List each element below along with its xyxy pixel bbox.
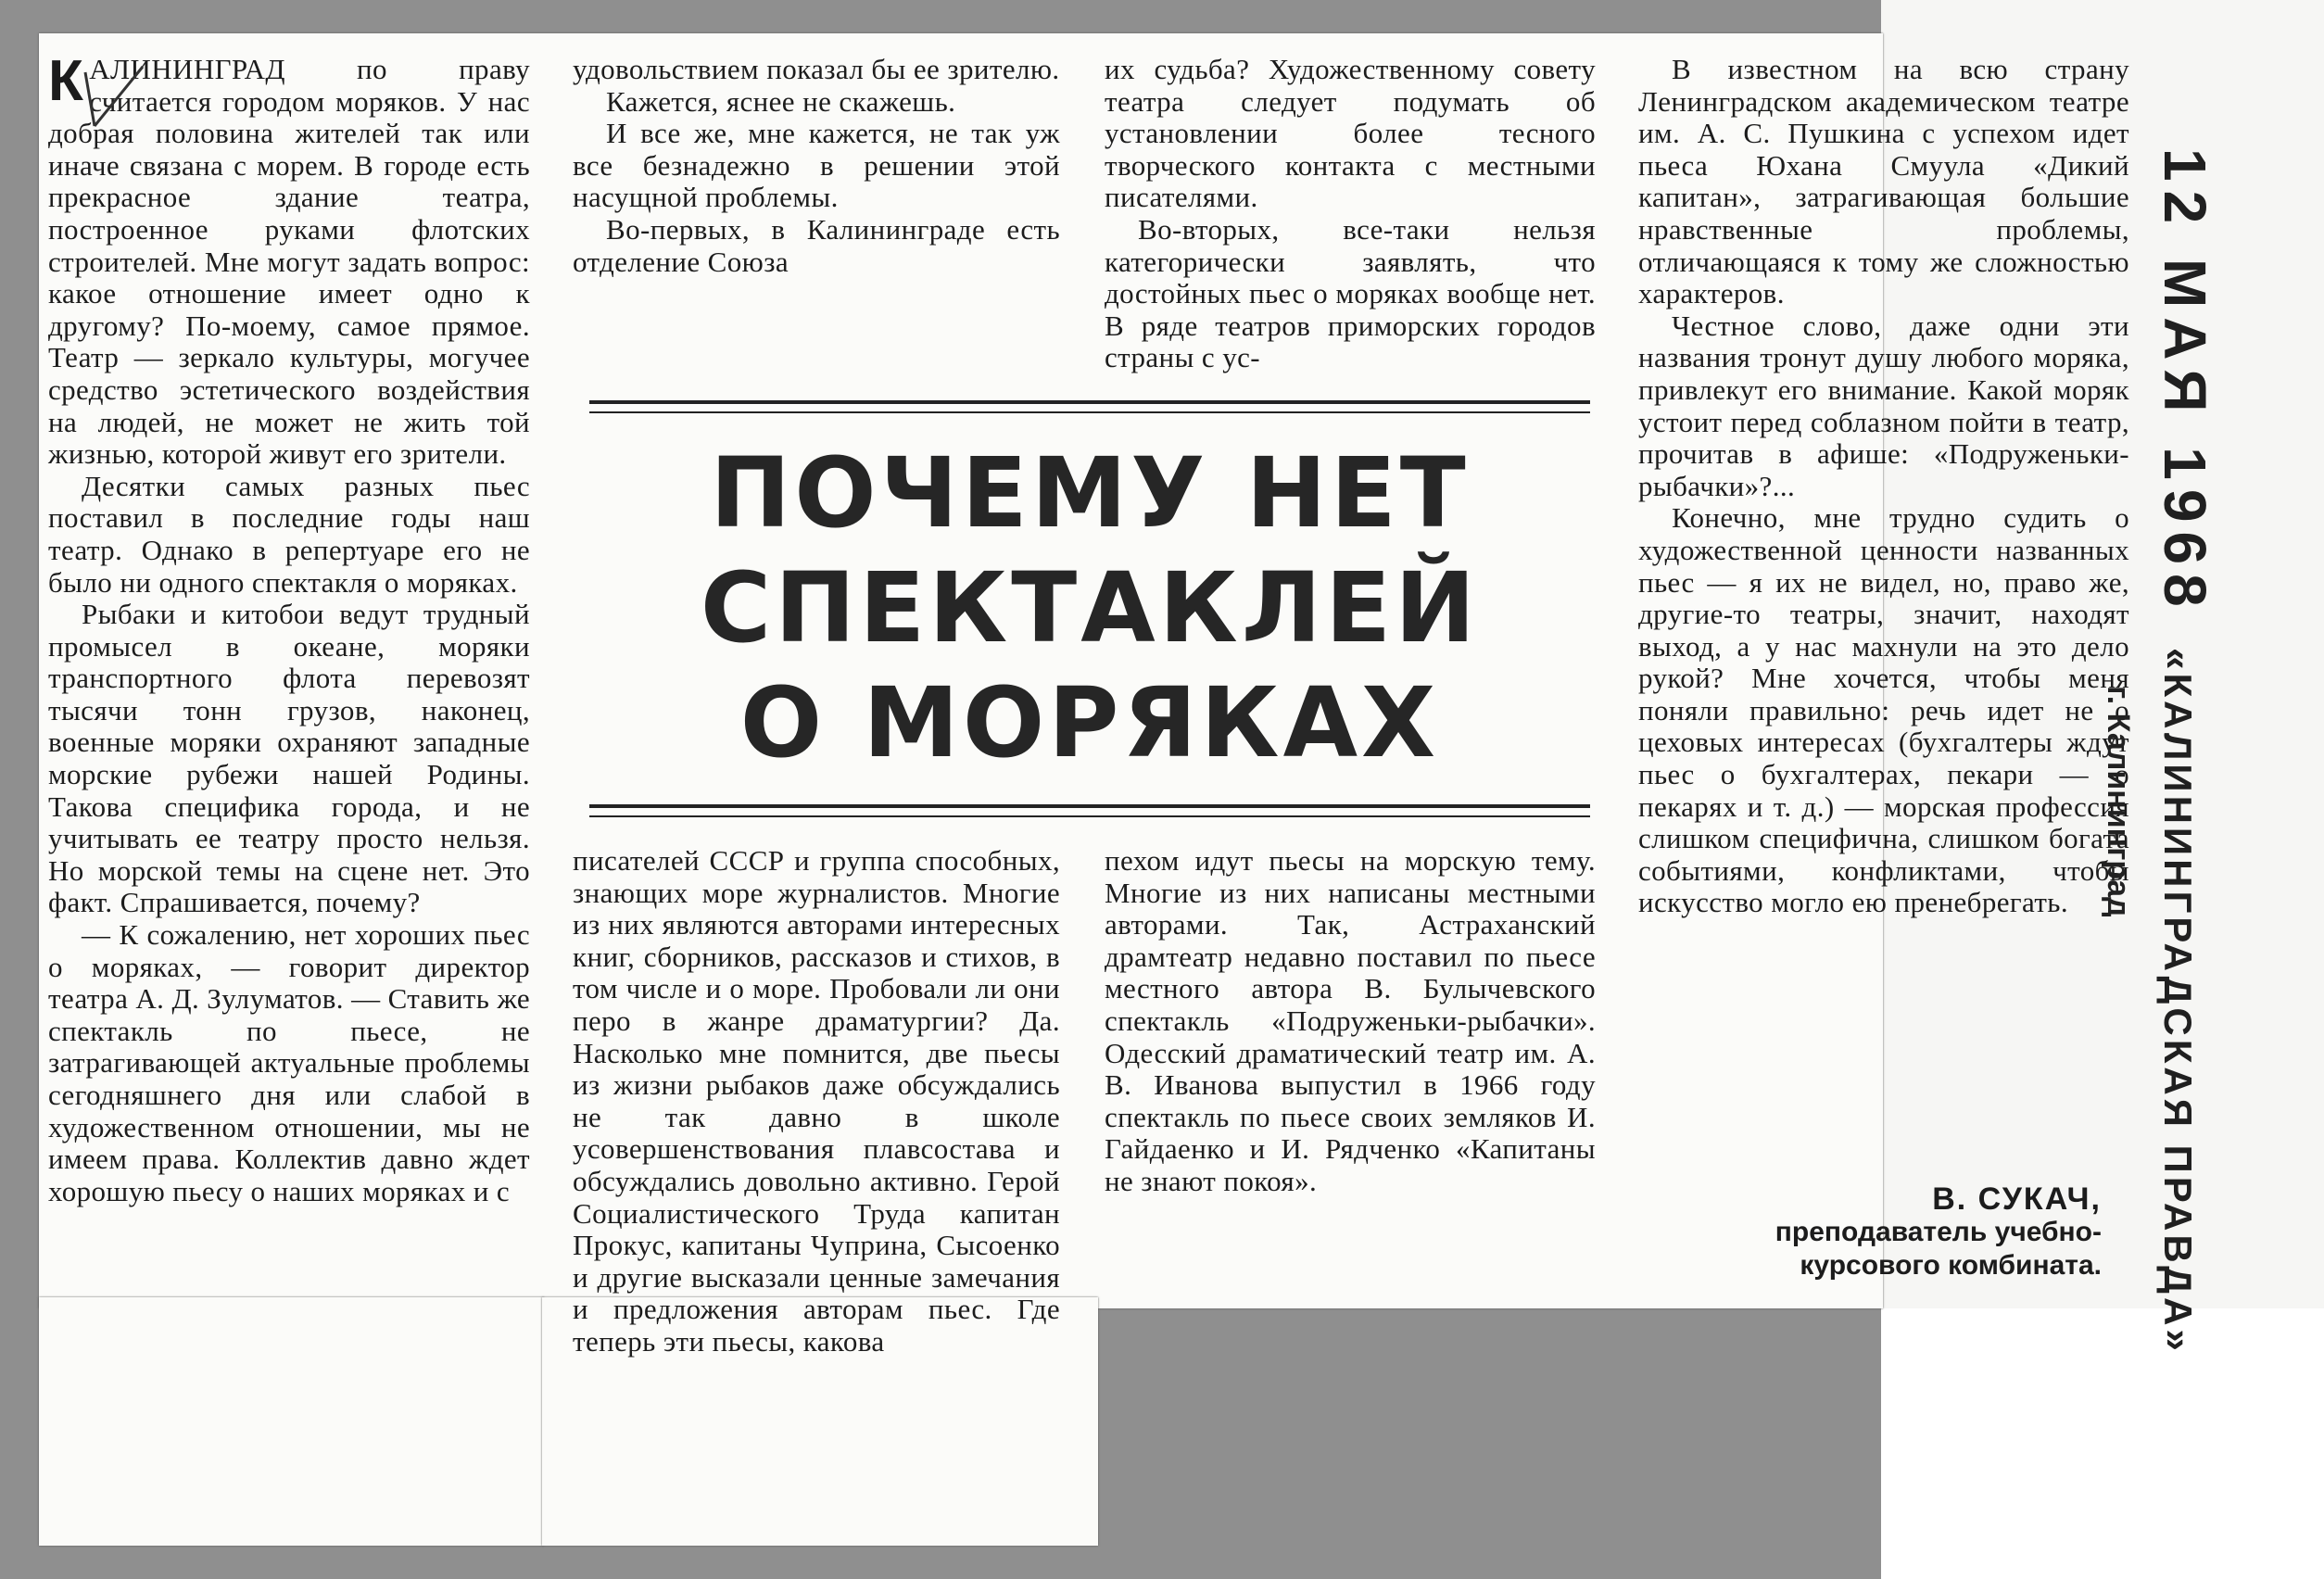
paragraph-text: АЛИНИНГРАД по праву считается городом моряков. У нас добрая половина жителей так или иначе связана с морем. В городе есть прекрасное здание театра, построенное руками флотских строителей. Мне могут задать вопрос: какое отношение имеет одно к другому? По-моему, самое прямое. Театр — зеркало культуры, могучее средство эстетического воздействия на людей, не может не жить той жизнью, которой живут его зрители. — [48, 53, 530, 471]
archive-date-stamp — [2151, 148, 2219, 1355]
paragraph: — К сожалению, нет хороших пьес о моряках, — говорит директор театра А. Д. Зулуматов. — Ставить же спектакль по пьесе, не затрагивающей актуальные проблемы сегодняшнего дня или слабой в художественном отношении, мы не имеем права. Коллектив давно ждет хорошую пьесу о наших моряках и с — [48, 918, 531, 1207]
handwritten-source: г. Калининград — [2101, 686, 2136, 917]
paragraph: Десятки самых разных пьес поставил в последние годы наш театр. Однако в репертуаре его не было ни одного спектакля о моряках. — [48, 469, 530, 599]
paragraph: В известном на всю страну Ленинградском академическом театре им. А. С. Пушкина с успехом идет пьеса Юхана Смуула «Дикий капитан», затрагивающая большие нравственные проблемы, отличающаяся к тому же сложностью характеров. — [1638, 53, 2129, 310]
drop-cap: К — [48, 49, 84, 113]
paragraph: писателей СССР и группа способных, знающих море журналистов. Многие из них являются авторами интересных книг, сборников, рассказов и стихов, в том числе и о море. Пробовали ли они перо в жанре драматургии? Да. Насколько мне помнится, две пьесы из жизни рыбаков даже обсуждались не так давно в школе усовершенствования плавсостава и обсуждались довольно активно. Герой Социалистического Труда капитан Прокус, капитаны Чуприна, Сысоенко и другие высказали ценные замечания и предложения авторам пьес. Где теперь эти пьесы, какова — [573, 844, 1060, 1358]
paragraph: Рыбаки и китобои ведут трудный промысел в океане, моряки транспортного флота перевозят тысячи тонн грузов, наконец, военные моряки охраняют западные морские рубежи нашей Родины. Такова специфика города, и не учитывать ее театру просто нельзя. Но морской темы на сцене нет. Это факт. Спрашивается, почему? — [48, 598, 530, 919]
headline-rule-top-thin — [589, 411, 1590, 413]
stamp-date: 12 МАЯ 1968 — [2152, 148, 2218, 616]
article-column-2-bottom — [573, 845, 1060, 1358]
scanner-bed-bottom-middle — [1093, 1308, 1881, 1579]
headline-rule-bottom-thin — [589, 815, 1590, 817]
headline-line: ПОЧЕМУ НЕТ — [710, 436, 1470, 549]
article-column-2-top — [573, 54, 1060, 278]
article-column-4 — [1638, 54, 2129, 919]
paragraph: Честное слово, даже одни эти названия тронут душу любого моряка, привлекут его внимание. Какой моряк устоит перед соблазном пойти в театр, прочитав в афише: «Подруженьки-рыбачки»?... — [1638, 309, 2129, 502]
newspaper-clipping-left-tail — [39, 1297, 544, 1546]
headline — [589, 436, 1590, 780]
scanner-bed-top — [0, 0, 1881, 35]
paragraph: удовольствием показал бы ее зрителю. — [573, 53, 1060, 85]
author-name: В. СУКАЧ, — [1932, 1181, 2102, 1217]
author-title: преподаватель учебно- — [1775, 1217, 2102, 1247]
article-column-3-top — [1105, 54, 1596, 374]
scanner-bed-left — [0, 0, 44, 1579]
paragraph: Кажется, яснее не скажешь. — [606, 84, 956, 118]
paragraph: И все же, мне кажется, не так уж все безнадежно в решении этой насущной проблемы. — [573, 117, 1060, 214]
paragraph: их судьба? Художественному совету театра следует подумать об установлении более тесного творческого контакта с местными писателями. — [1105, 53, 1596, 214]
article-column-3-bottom — [1105, 845, 1596, 1198]
paragraph: Конечно, мне трудно судить о художественной ценности названных пьес — я их не видел, но, право же, другие-то театры, значит, находят выход, а у нас махнули на это дело рукой? Мне хочется, чтобы меня поняли правильно: речь идет не о цеховых интересах (бухгалтеры ждут пьес о бухгалтерах, пекари — о пекарях и т. д.) — морская профессия слишком специфична, слишком богата событиями, конфликтами, чтобы искусство могло ею пренебрегать. — [1638, 501, 2129, 919]
stamp-newspaper-name: «КАЛИНИНГРАДСКАЯ ПРАВДА» — [2156, 648, 2200, 1355]
blank-paper-corner — [1881, 1308, 2324, 1579]
headline-line: О МОРЯКАХ — [739, 666, 1440, 779]
pencil-check-mark-icon — [78, 61, 152, 135]
headline-rule-top — [589, 400, 1590, 404]
author-title: курсового комбината. — [1800, 1250, 2102, 1281]
headline-line: СПЕКТАКЛЕЙ — [700, 551, 1480, 664]
paragraph: Во-вторых, все-таки нельзя категорически заявлять, что достойных пьес о моряках вообще нет. В ряде театров приморских городов страны с ус- — [1105, 212, 1596, 374]
paragraph: пехом идут пьесы на морскую тему. Многие из них написаны местными авторами. Так, Астраханский драмтеатр недавно поставил по пьесе местного автора В. Булычевского спектакль «Подруженьки-рыбачки». Одесский драматический театр им. А. В. Иванова выпустил в 1966 году спектакль по пьесе своих земляков И. Гайдаенко и И. Рядченко «Капитаны не знают покоя». — [1105, 844, 1596, 1197]
author-signature — [1638, 1182, 2102, 1282]
article-column-1 — [48, 49, 531, 1207]
headline-rule-bottom — [589, 804, 1590, 808]
paragraph: Во-первых, в Калининграде есть отделение Союза — [573, 212, 1060, 278]
